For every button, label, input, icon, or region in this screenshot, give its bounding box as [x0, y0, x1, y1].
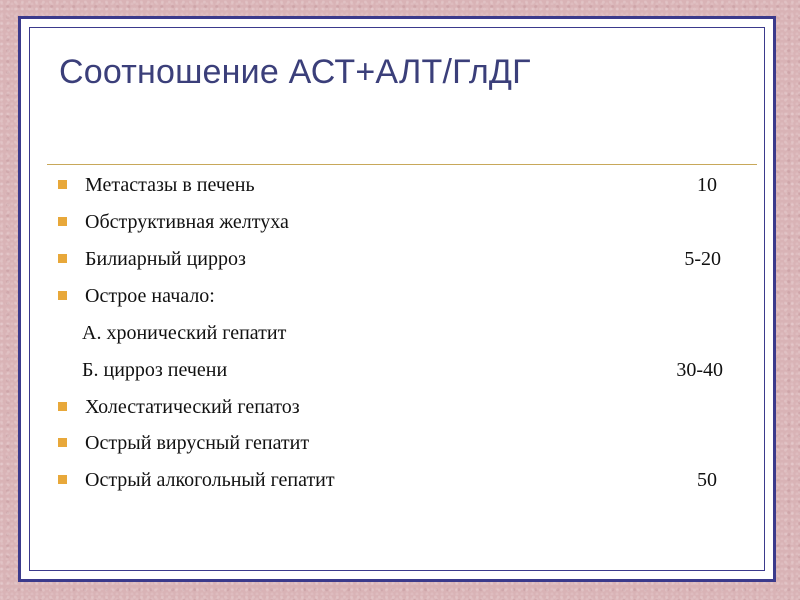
item-label: Обструктивная желтуха: [85, 211, 289, 233]
square-bullet-icon: [58, 438, 67, 447]
list-item-cholestatic-hepatosis: [21, 394, 773, 422]
square-bullet-icon: [58, 402, 67, 411]
item-label: Острый вирусный гепатит: [85, 432, 310, 454]
item-label: Метастазы в печень: [85, 174, 255, 196]
square-bullet-icon: [58, 291, 67, 300]
slide-title: Соотношение АСТ+АЛТ/ГлДГ: [59, 53, 531, 91]
item-value: 50: [697, 469, 717, 491]
item-label: Билиарный цирроз: [85, 248, 246, 270]
list-item-acute-onset: [21, 283, 773, 311]
list-item-obstructive-jaundice: [21, 209, 773, 237]
square-bullet-icon: [58, 254, 67, 263]
slide-frame: [18, 16, 776, 582]
bullet-list: [21, 19, 773, 579]
square-bullet-icon: [58, 180, 67, 189]
list-item-biliary-cirrhosis: [21, 246, 773, 274]
item-value: 5-20: [684, 248, 721, 270]
square-bullet-icon: [58, 475, 67, 484]
item-label: Холестатический гепатоз: [85, 396, 300, 418]
item-label: Б. цирроз печени: [82, 359, 228, 381]
list-item-chronic-hepatitis: [21, 320, 773, 348]
item-label: А. хронический гепатит: [82, 322, 287, 344]
item-label: Острое начало:: [85, 285, 215, 307]
list-item-metastases: [21, 172, 773, 200]
item-label: Острый алкогольный гепатит: [85, 469, 335, 491]
list-item-acute-alcoholic-hepatitis: [21, 467, 773, 495]
list-item-acute-viral-hepatitis: [21, 430, 773, 458]
list-item-liver-cirrhosis: [21, 357, 773, 385]
item-value: 30-40: [676, 359, 723, 381]
square-bullet-icon: [58, 217, 67, 226]
item-value: 10: [697, 174, 717, 196]
